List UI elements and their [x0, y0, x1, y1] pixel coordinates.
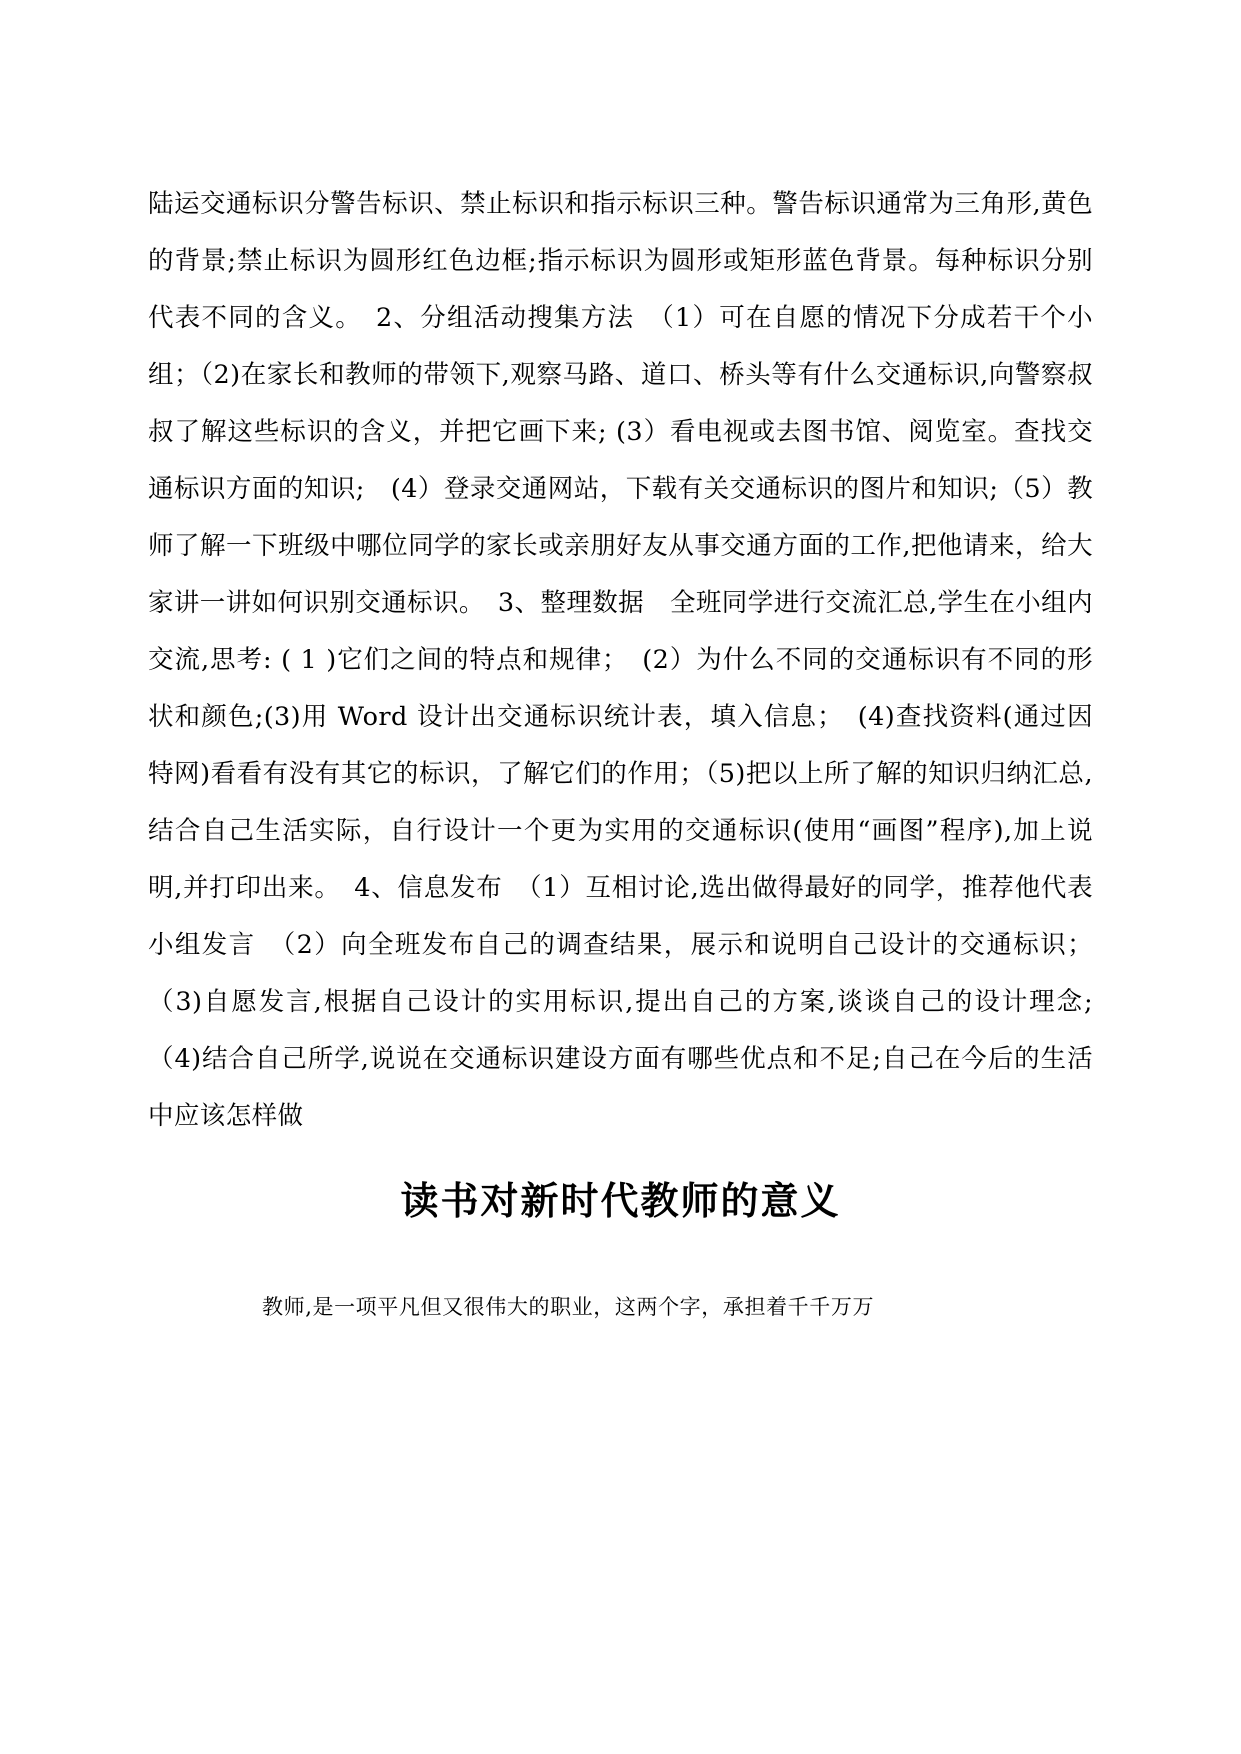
body-paragraph-teacher-intro: 教师,是一项平凡但又很伟大的职业，这两个字，承担着千千万万 [262, 1295, 875, 1319]
section-title: 读书对新时代教师的意义 [400, 1179, 841, 1223]
body-paragraph-traffic-signs: 陆运交通标识分警告标识、禁止标识和指示标识三种。警告标识通常为三角形,黄色的背景;禁止标识为圆形红色边框;指示标识为圆形或矩形蓝色背景。每种标识分别代表不同的含义。 2、分组活动搜集方法 （1）可在自愿的情况下分成若干个小组；（2)在家长和教师的带领下,观察马路、道口、桥头等有什么交通标识,向警察叔叔了解这些标识的含义，并把它画下来; (3）看电视或去图书馆、阅览室。查找交通标识方面的知识; (4）登录交通网站，下载有关交通标识的图片和知识;（5）教师了解一下班级中哪位同学的家长或亲朋好友从事交通方面的工作,把他请来，给大家讲一讲如何识别交通标识。 3、整理数据 全班同学进行交流汇总,学生在小组内交流,思考: ( 1 )它们之间的特点和规律； (2）为什么不同的交通标识有不同的形状和颜色;(3)用 Word 设计出交通标识统计表，填入信息； (4)查找资料(通过因特网)看看有没有其它的标识，了解它们的作用；（5)把以上所了解的知识归纳汇总,结合自己生活实际，自行设计一个更为实用的交通标识(使用“画图”程序),加上说明,并打印出来。 4、信息发布 （1）互相讨论,选出做得最好的同学，推荐他代表小组发言 （2）向全班发布自己的调查结果，展示和说明自己设计的交通标识；（3)自愿发言,根据自己设计的实用标识,提出自己的方案,谈谈自己的设计理念; （4)结合自己所学,说说在交通标识建设方面有哪些优点和不足;自己在今后的生活中应该怎样做 [148, 188, 1102, 1131]
